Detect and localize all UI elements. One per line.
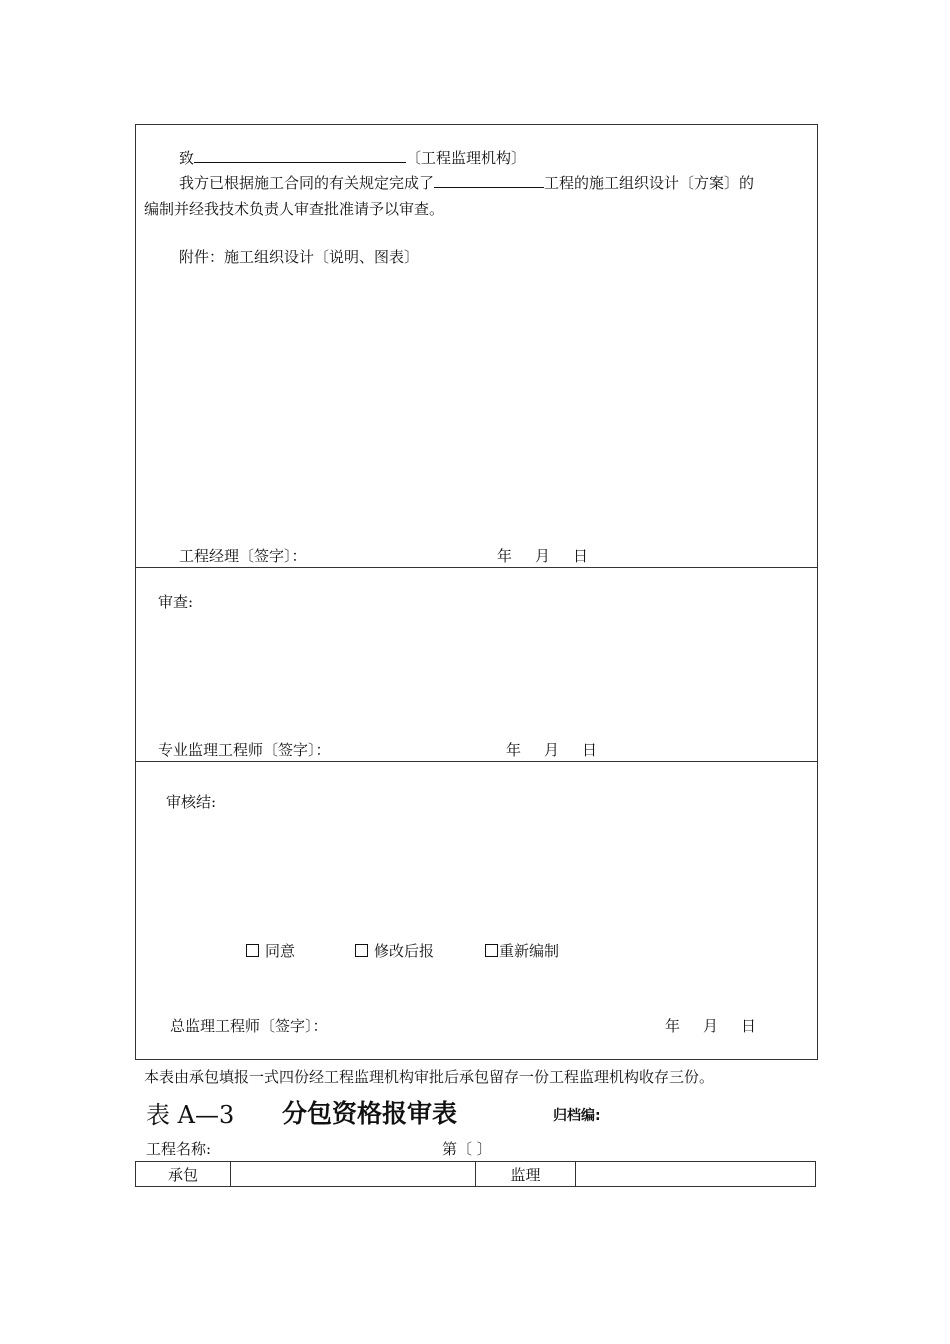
section-divider <box>136 567 817 568</box>
request-line-1 <box>179 172 754 193</box>
addressee-suffix: 〔工程监理机构〕 <box>406 149 527 167</box>
contractor-label: 承包 <box>136 1162 231 1187</box>
date-day: 日 <box>741 1017 757 1035</box>
date-month: 月 <box>544 741 560 759</box>
archive-number-label: 归档编: <box>553 1108 601 1124</box>
attachment-note: 附件：施工组织设计〔说明、图表〕 <box>179 248 420 266</box>
request-line-2: 编制并经我技术负责人审查批准请予以审查。 <box>144 200 445 218</box>
section-divider <box>136 761 817 762</box>
supervision-label: 监理 <box>476 1162 576 1187</box>
audit-conclusion-label: 审核结: <box>166 793 217 811</box>
table-row <box>136 1162 816 1187</box>
chief-engineer-signature-label: 总监理工程师〔签字〕： <box>170 1017 328 1035</box>
date-month: 月 <box>535 547 551 565</box>
option-recompile[interactable]: 重新编制 <box>485 940 559 961</box>
project-name-label: 工程名称: <box>146 1140 212 1158</box>
addressee-blank[interactable] <box>194 148 406 163</box>
date-month: 月 <box>703 1017 719 1035</box>
option-revise-and-resubmit[interactable]: 修改后报 <box>355 940 434 961</box>
footnote: 本表由承包填报一式四份经工程监理机构审批后承包留存一份工程监理机构收存三份。 <box>144 1068 715 1086</box>
date-year: 年 <box>506 741 522 759</box>
checkbox[interactable] <box>485 944 498 957</box>
option-agree[interactable]: 同意 <box>246 940 295 961</box>
request-text-part2: 工程的施工组织设计〔方案〕的 <box>544 174 755 192</box>
form-code: 表 A—3 <box>146 1101 235 1129</box>
subcontract-table <box>135 1161 816 1187</box>
date-year: 年 <box>665 1017 681 1035</box>
supervising-engineer-signature-label: 专业监理工程师〔签字〕： <box>158 741 331 759</box>
addressee-prefix: 致 <box>179 149 195 167</box>
addressee-line <box>179 147 526 168</box>
project-manager-signature-label: 工程经理〔签字〕： <box>179 547 307 565</box>
supervision-value-cell[interactable] <box>576 1162 816 1187</box>
date-day: 日 <box>582 741 598 759</box>
project-name-blank[interactable] <box>434 173 544 188</box>
checkbox[interactable] <box>355 944 368 957</box>
page-number-label: 第〔 〕 <box>442 1140 492 1158</box>
date-year: 年 <box>497 547 513 565</box>
approval-form <box>135 124 818 1060</box>
checkbox[interactable] <box>246 944 259 957</box>
date-day: 日 <box>573 547 589 565</box>
contractor-value-cell[interactable] <box>231 1162 476 1187</box>
review-label: 审查: <box>158 593 194 611</box>
form-title: 分包资格报审表 <box>282 1099 458 1128</box>
request-text-part1: 我方已根据施工合同的有关规定完成了 <box>179 174 435 192</box>
